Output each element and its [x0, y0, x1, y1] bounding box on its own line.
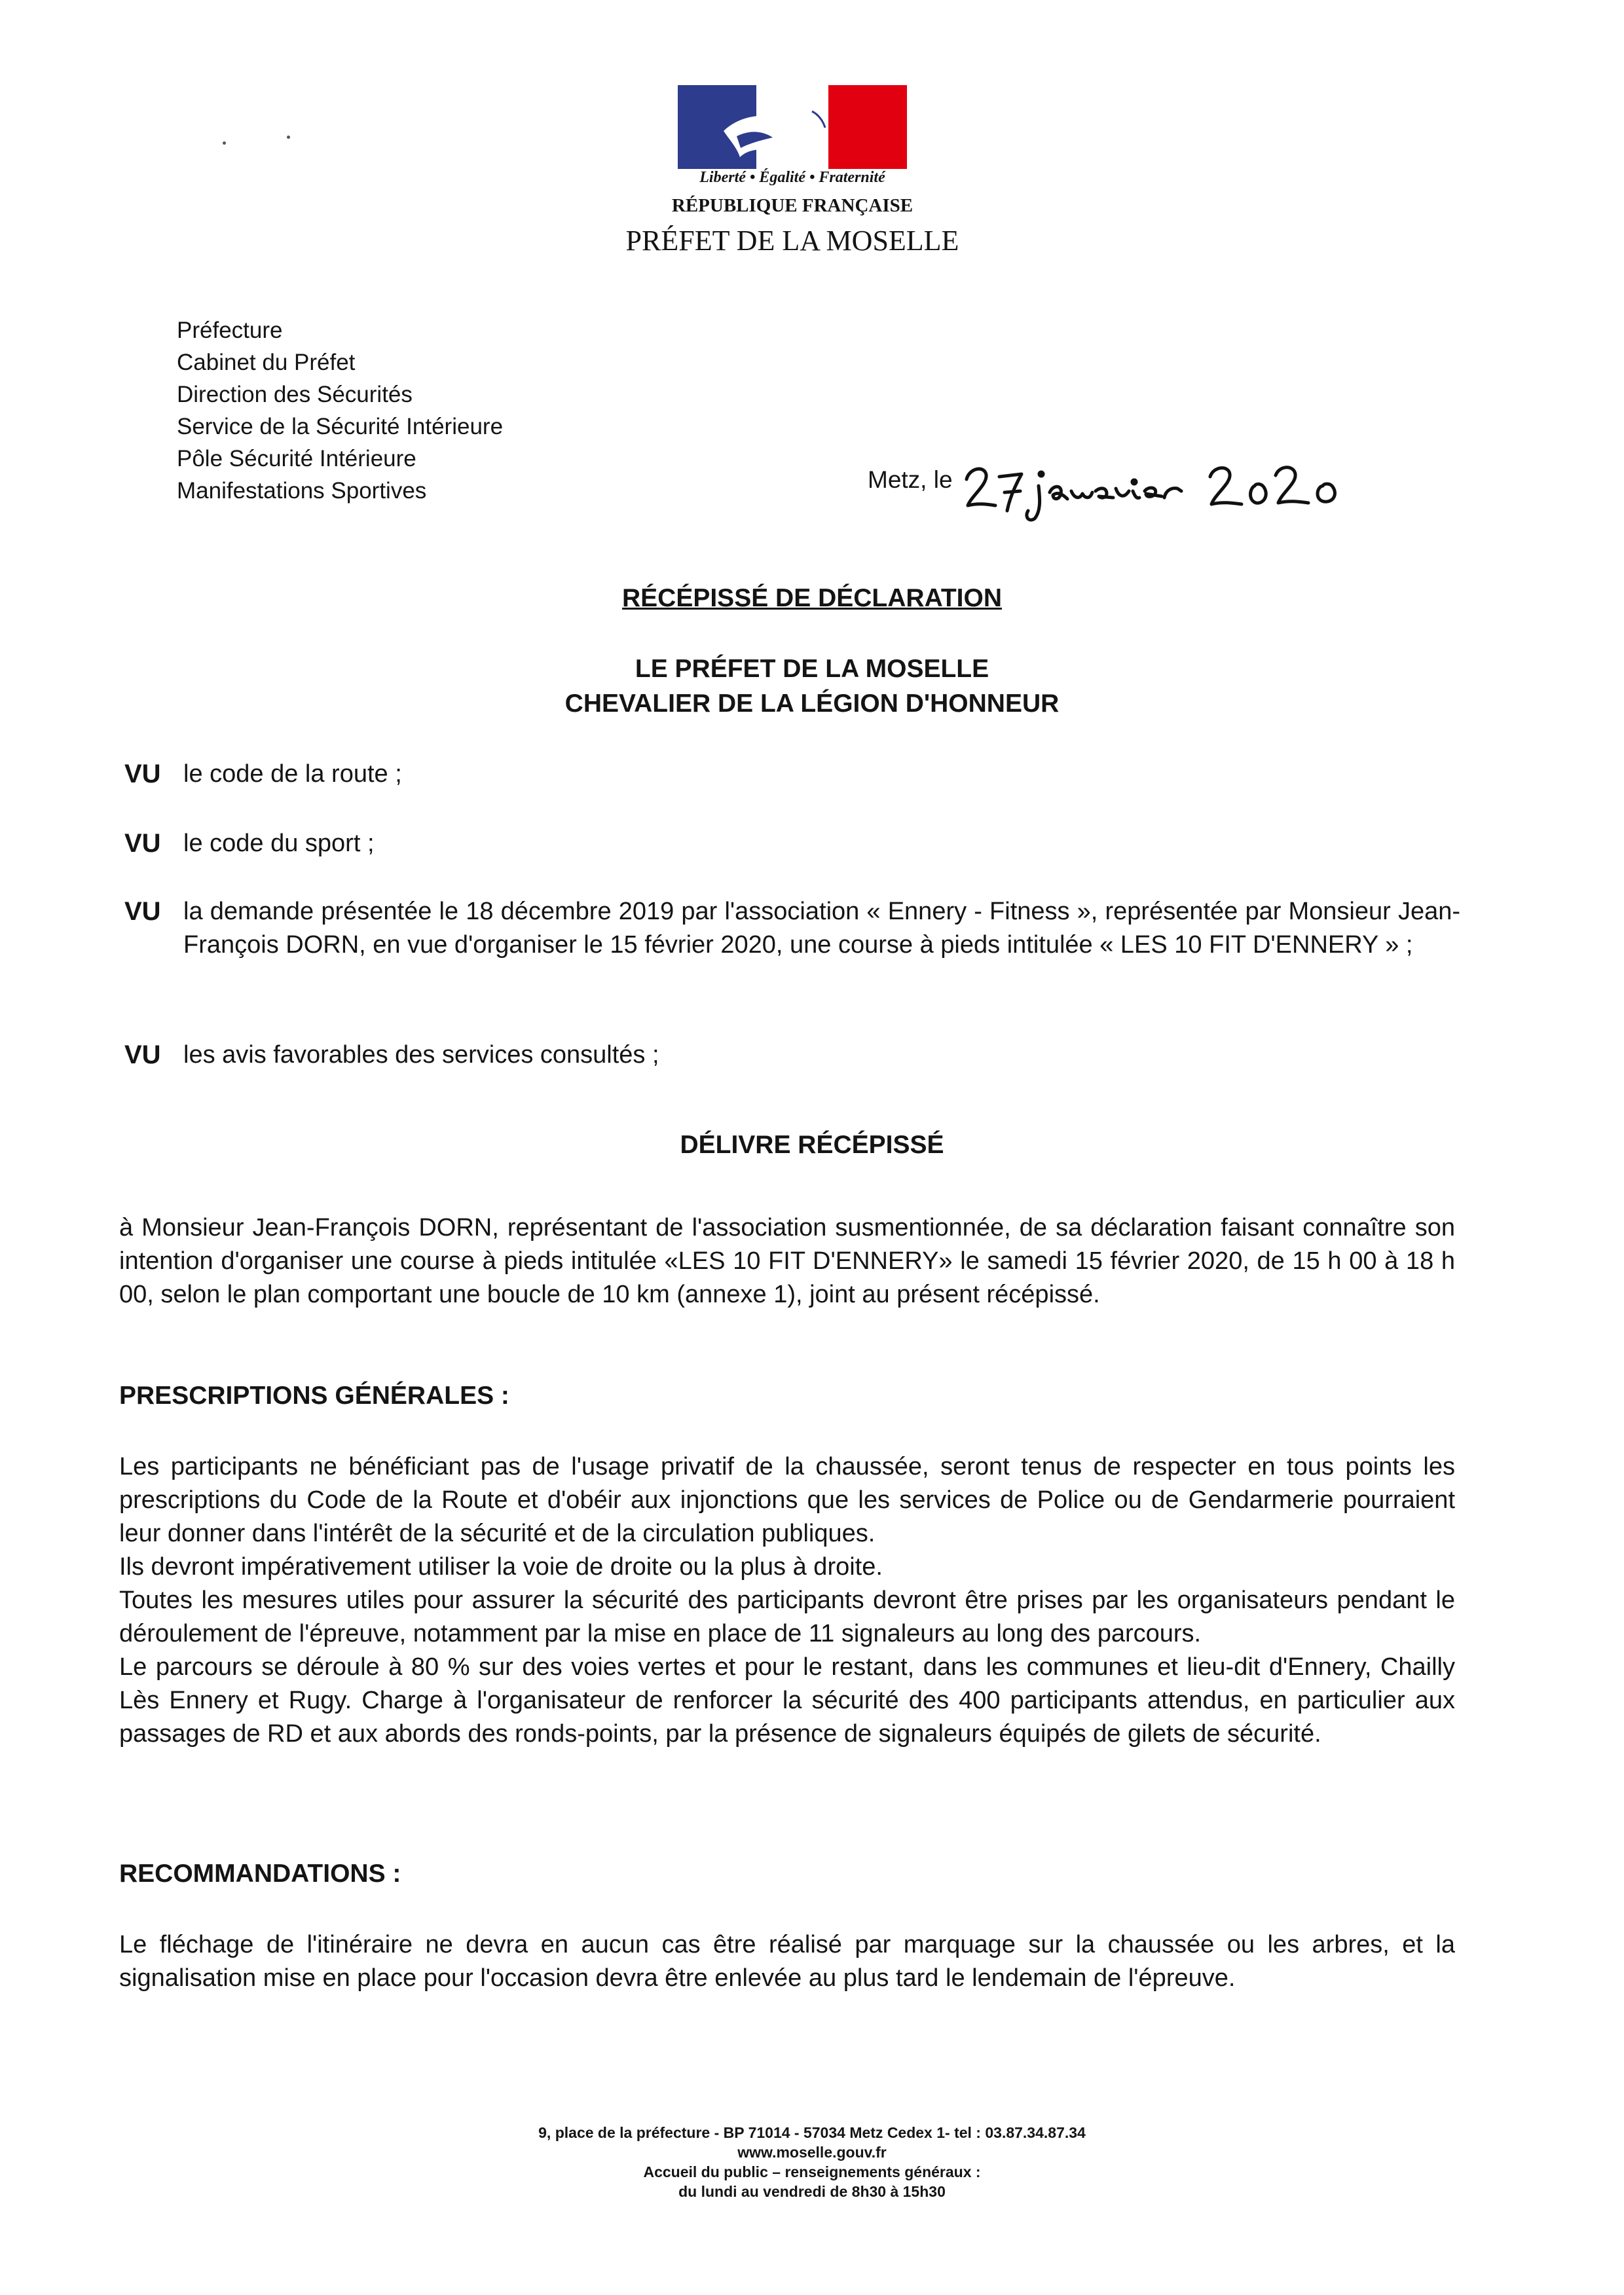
authority-line-1: LE PRÉFET DE LA MOSELLE	[635, 655, 989, 683]
footer-reception: Accueil du public – renseignements généraux :	[643, 2163, 981, 2180]
recommandations-body	[119, 1928, 1455, 1995]
vu-keyword: VU	[124, 760, 161, 788]
handwritten-date	[961, 445, 1367, 524]
service-line: Préfecture	[177, 318, 283, 343]
recommandations-title: RECOMMANDATIONS :	[119, 1860, 401, 1888]
paragraph-text: Les participants ne bénéficiant pas de l'usage privatif de la chaussée, seront tenus de respecter en tous points les prescriptions du Code de la Route et d'obéir aux injonctions que les services de Police ou de Gendarmerie pourraient leur donner dans l'intérêt de la sécurité et de la circulation publiques.	[119, 1453, 1455, 1547]
vu-item	[124, 827, 1460, 860]
vu-text: les avis favorables des services consultés ;	[183, 1041, 659, 1069]
authority-line-2: CHEVALIER DE LA LÉGION D'HONNEUR	[564, 689, 1060, 718]
receipt-paragraph	[119, 1211, 1455, 1312]
republic-name: RÉPUBLIQUE FRANÇAISE	[671, 195, 913, 216]
service-line: Service de la Sécurité Intérieure	[177, 414, 504, 439]
footer	[0, 2123, 1624, 2201]
vu-text: la demande présentée le 18 décembre 2019 par l'association « Ennery - Fitness », représentée par Monsieur Jean-François DORN, en vue d'organiser le 15 février 2020, une course à pieds intitulée « LES 10 FIT D'ENNERY » ;	[183, 898, 1460, 959]
paragraph-text: Le parcours se déroule à 80 % sur des voies vertes et pour le restant, dans les communes et lieu-dit d'Ennery, Chailly Lès Ennery et Rugy. Charge à l'organisateur de renforcer la sécurité des 400 participants attendus, en particulier aux passages de RD et aux abords des ronds-points, par la présence de signaleurs équipés de gilets de sécurité.	[119, 1653, 1455, 1748]
scan-speck	[223, 141, 226, 145]
prefet-title: PRÉFET DE LA MOSELLE	[625, 225, 959, 257]
paragraph-text: à Monsieur Jean-François DORN, représentant de l'association susmentionnée, de sa déclaration faisant connaître son intention d'organiser une course à pieds intitulée «LES 10 FIT D'ENNERY» le samedi 15 février 2020, de 15 h 00 à 18 h 00, selon le plan comportant une boucle de 10 km (annexe 1), joint au présent récépissé.	[119, 1214, 1455, 1308]
prescriptions-body	[119, 1450, 1455, 1751]
service-line: Cabinet du Préfet	[177, 350, 356, 375]
prescriptions-title: PRESCRIPTIONS GÉNÉRALES :	[119, 1382, 509, 1410]
delivre-heading: DÉLIVRE RÉCÉPISSÉ	[680, 1131, 944, 1159]
vu-keyword: VU	[124, 1040, 161, 1069]
footer-website[interactable]: www.moselle.gouv.fr	[737, 2144, 887, 2161]
service-line: Manifestations Sportives	[177, 478, 427, 504]
vu-item	[124, 895, 1460, 962]
issuing-services	[177, 314, 503, 507]
footer-hours: du lundi au vendredi de 8h30 à 15h30	[678, 2183, 946, 2200]
republic-motto: Liberté • Égalité • Fraternité	[699, 169, 885, 186]
vu-text: le code de la route ;	[183, 760, 402, 788]
vu-text: le code du sport ;	[183, 830, 375, 857]
vu-item	[124, 758, 1460, 791]
service-line: Direction des Sécurités	[177, 382, 413, 407]
receipt-title: RÉCÉPISSÉ DE DÉCLARATION	[621, 584, 1002, 612]
date-prefix: Metz, le	[868, 466, 953, 493]
vu-keyword: VU	[124, 897, 161, 926]
paragraph-text: Toutes les mesures utiles pour assurer la sécurité des participants devront être prises par les organisateurs pendant le déroulement de l'épreuve, notamment par la mise en place de 11 signaleurs au long des parcours.	[119, 1587, 1455, 1647]
marianne-logo	[678, 85, 907, 169]
footer-address: 9, place de la préfecture - BP 71014 - 57034 Metz Cedex 1- tel : 03.87.34.87.34	[538, 2124, 1086, 2141]
scan-speck	[287, 136, 290, 139]
paragraph-text: Le fléchage de l'itinéraire ne devra en aucun cas être réalisé par marquage sur la chaussée ou les arbres, et la signalisation mise en place pour l'occasion devra être enlevée au plus tard le lendemain de l'épreuve.	[119, 1931, 1455, 1992]
vu-keyword: VU	[124, 829, 161, 858]
paragraph-text: Ils devront impérativement utiliser la voie de droite ou la plus à droite.	[119, 1553, 883, 1581]
vu-item	[124, 1038, 1460, 1072]
service-line: Pôle Sécurité Intérieure	[177, 446, 416, 471]
